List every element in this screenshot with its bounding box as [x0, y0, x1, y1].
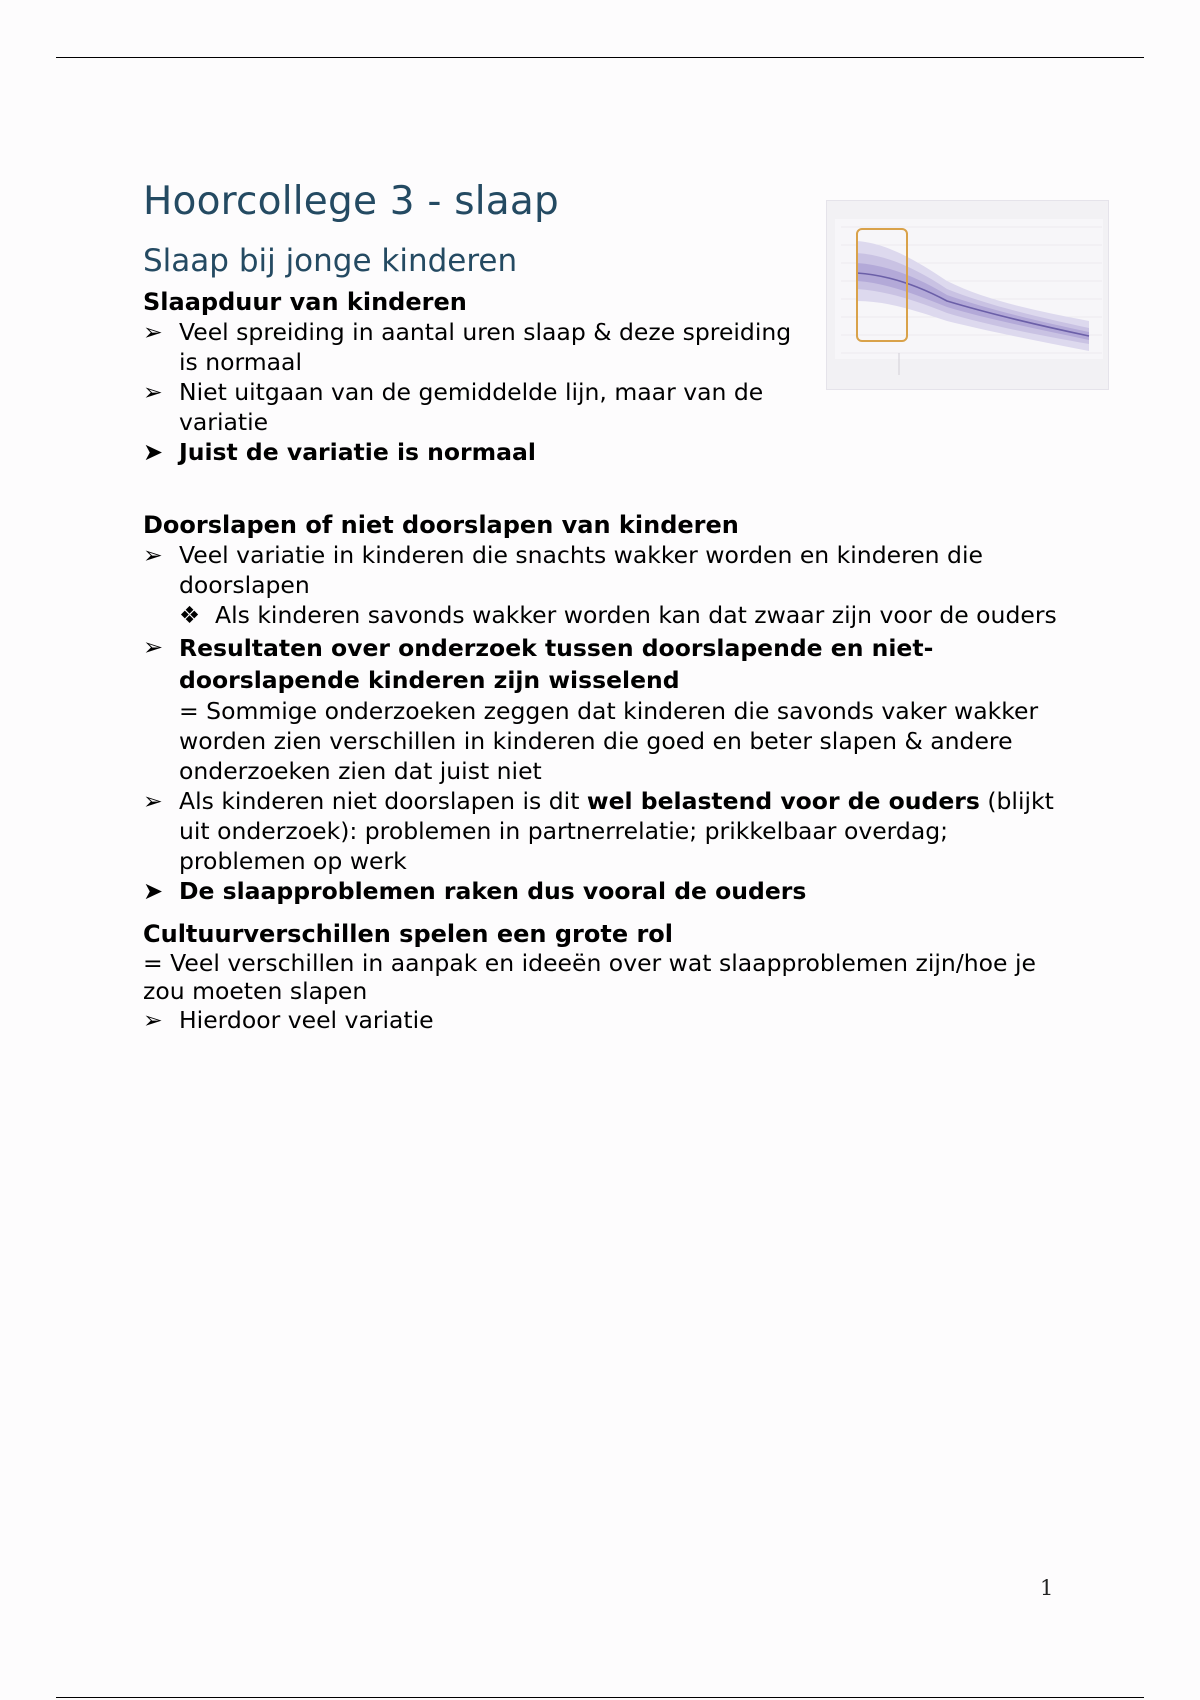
paragraph: = Veel verschillen in aanpak en ideeën over wat slaapproblemen zijn/hoe je zou moeten slapen [143, 949, 1036, 1005]
list-item: ❖ Als kinderen savonds wakker worden kan dat zwaar zijn voor de ouders [179, 601, 1057, 629]
document-content [143, 176, 1063, 1035]
arrowhead-bullet-icon: ➢ [143, 633, 164, 661]
section-slaapduur [143, 288, 1063, 467]
section-heading: Cultuurverschillen spelen een grote rol [143, 920, 674, 948]
sub-bullet-list [179, 600, 1063, 630]
page-subtitle: Slaap bij jonge kinderen [143, 243, 518, 279]
bullet-list [143, 540, 1063, 906]
section-heading: Doorslapen of niet doorslapen van kinderen [143, 511, 739, 539]
arrowhead-bullet-icon: ➤ [143, 438, 164, 466]
arrowhead-bullet-icon: ➢ [143, 787, 163, 815]
header-rule [56, 57, 1144, 58]
page-title: Hoorcollege 3 - slaap [143, 179, 559, 224]
list-item: ➢ Niet uitgaan van de gemiddelde lijn, maar van de variatie [143, 378, 764, 436]
arrowhead-bullet-icon: ➢ [143, 1006, 163, 1034]
list-item: ➢ Hierdoor veel variatie [143, 1006, 434, 1034]
arrowhead-bullet-icon: ➢ [143, 541, 163, 569]
section-heading: Slaapduur van kinderen [143, 288, 467, 316]
list-item: ➢ Resultaten over onderzoek tussen doorslapende en niet-doorslapende kinderen zijn wisselend = Sommige onderzoeken zeggen dat kinderen die savonds vaker wakker worden zien verschillen in kinderen die goed en beter slapen & andere onderzoeken zien dat juist niet [143, 633, 1039, 785]
bullet-list [143, 1005, 1063, 1035]
section-cultuur [143, 920, 1063, 1035]
list-item: ➤ Juist de variatie is normaal [143, 438, 536, 466]
diamond-bullet-icon: ❖ [179, 601, 201, 629]
arrowhead-bullet-icon: ➢ [143, 378, 163, 406]
arrowhead-bullet-icon: ➤ [143, 877, 164, 905]
footer-rule [56, 1697, 1144, 1698]
bullet-list [143, 317, 793, 467]
section-doorslapen [143, 511, 1063, 906]
list-item: ➢ Veel variatie in kinderen die snachts wakker worden en kinderen die doorslapen ❖ Als kinderen savonds wakker worden kan dat zwaar zijn voor de ouders [143, 540, 1063, 630]
list-item: ➢ Als kinderen niet doorslapen is dit wel belastend voor de ouders (blijkt uit onderzoek): problemen in partnerrelatie; prikkelbaar overdag; problemen op werk [143, 787, 1054, 875]
list-item: ➤ De slaapproblemen raken dus vooral de ouders [143, 877, 807, 905]
arrowhead-bullet-icon: ➢ [143, 318, 163, 346]
list-item: ➢ Veel spreiding in aantal uren slaap & deze spreiding is normaal [143, 318, 792, 376]
page-number: 1 [1040, 1576, 1054, 1600]
